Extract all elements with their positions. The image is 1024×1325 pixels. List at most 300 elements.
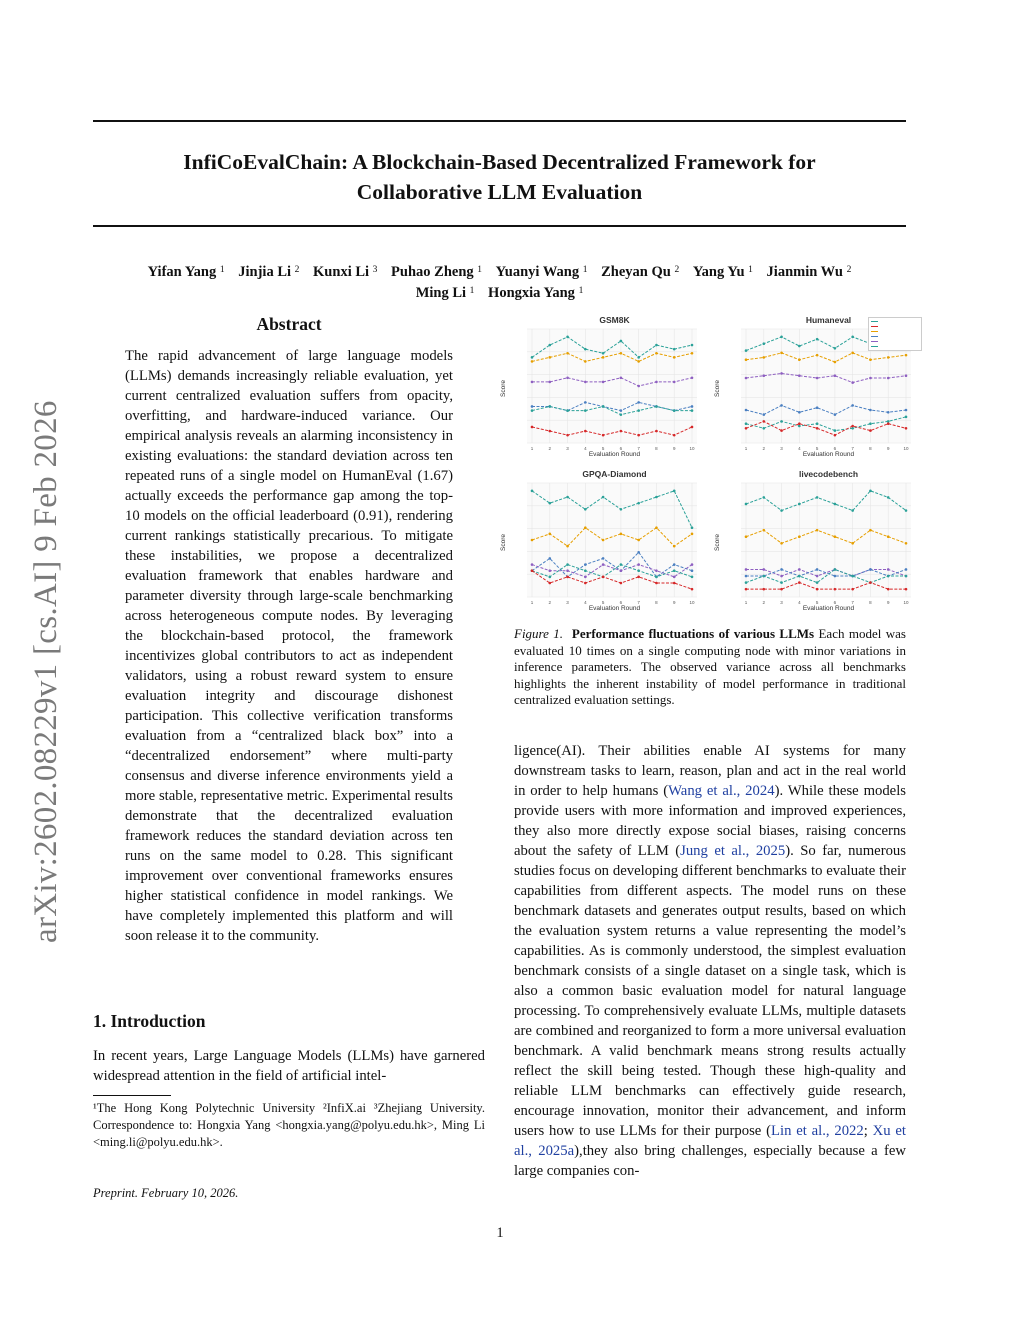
x-tick-label: 5 xyxy=(601,600,605,605)
data-point xyxy=(531,426,534,429)
data-point xyxy=(691,526,694,529)
data-point xyxy=(851,427,854,430)
data-point xyxy=(602,352,605,355)
abstract-heading: Abstract xyxy=(256,314,322,334)
x-tick-label: 7 xyxy=(851,600,854,605)
data-point xyxy=(762,420,765,423)
data-point xyxy=(673,356,676,359)
chart-panel-gsm8k xyxy=(497,315,702,460)
data-point xyxy=(745,535,748,538)
data-point xyxy=(548,356,551,359)
data-point xyxy=(851,542,854,545)
data-point xyxy=(655,405,658,408)
paper-title-text: InfiCoEvalChain: A Blockchain-Based Decentralized Framework for Collaborative LLM Evaluation xyxy=(183,150,816,204)
data-point xyxy=(745,422,748,425)
x-tick-label: 10 xyxy=(689,446,695,451)
x-tick-label: 5 xyxy=(815,600,819,605)
data-point xyxy=(655,526,658,529)
data-point xyxy=(798,358,801,361)
x-tick-label: 7 xyxy=(637,446,640,451)
data-point xyxy=(745,377,748,380)
data-point xyxy=(745,588,748,591)
arxiv-identifier: arXiv:2602.08229v1 [cs.AI] 9 Feb 2026 xyxy=(28,400,64,943)
data-point xyxy=(566,576,569,579)
x-tick-label: 2 xyxy=(548,446,552,451)
data-point xyxy=(887,420,890,423)
data-point xyxy=(637,360,640,363)
y-axis-label: Score xyxy=(713,534,721,551)
data-point xyxy=(548,576,551,579)
data-point xyxy=(548,533,551,536)
data-point xyxy=(691,352,694,355)
data-point xyxy=(548,557,551,560)
author: Puhao Zheng $^1$ xyxy=(391,264,483,280)
data-point xyxy=(531,490,534,493)
chart-svg xyxy=(497,315,702,460)
data-point xyxy=(602,557,605,560)
x-tick-label: 6 xyxy=(833,446,837,451)
x-tick-label: 10 xyxy=(689,600,695,605)
data-point xyxy=(566,563,569,566)
data-point xyxy=(762,374,765,377)
data-point xyxy=(780,352,783,355)
data-point xyxy=(566,352,569,355)
data-point xyxy=(780,509,783,512)
data-point xyxy=(798,411,801,414)
data-point xyxy=(851,425,854,428)
author: Jianmin Wu $^2$ xyxy=(766,264,852,280)
data-point xyxy=(620,409,623,412)
data-point xyxy=(602,434,605,437)
data-point xyxy=(655,576,658,579)
data-point xyxy=(745,581,748,584)
citation-link[interactable]: Xu et al., 2025a xyxy=(514,1123,906,1159)
data-point xyxy=(834,429,837,432)
title-bottom-rule xyxy=(93,225,906,227)
data-point xyxy=(637,434,640,437)
data-point xyxy=(780,575,783,578)
page-number: 1 xyxy=(496,1225,504,1241)
data-point xyxy=(780,568,783,571)
data-point xyxy=(905,568,908,571)
data-point xyxy=(834,413,837,416)
data-point xyxy=(745,568,748,571)
data-point xyxy=(584,569,587,572)
author: Ming Li $^1$ xyxy=(415,285,475,301)
data-point xyxy=(620,569,623,572)
legend-swatch xyxy=(871,344,919,349)
data-point xyxy=(602,563,605,566)
x-tick-label: 6 xyxy=(619,446,623,451)
data-point xyxy=(798,345,801,348)
data-point xyxy=(780,372,783,375)
data-point xyxy=(762,413,765,416)
intro-paragraph-left: In recent years, Large Language Models (LLMs) have garnered widespread attention in the field of artificial intel- xyxy=(93,1048,485,1084)
chart-svg xyxy=(711,469,916,614)
data-point xyxy=(887,377,890,380)
chart-title: GPQA-Diamond xyxy=(582,469,647,479)
data-point xyxy=(869,568,872,571)
data-point xyxy=(584,401,587,404)
data-point xyxy=(673,348,676,351)
data-point xyxy=(834,434,837,437)
data-point xyxy=(762,496,765,499)
data-point xyxy=(691,533,694,536)
data-point xyxy=(816,377,819,380)
footnote-rule xyxy=(93,1095,171,1096)
data-point xyxy=(602,496,605,499)
data-point xyxy=(816,496,819,499)
data-point xyxy=(584,360,587,363)
data-point xyxy=(798,535,801,538)
y-axis-label: Score xyxy=(713,380,721,397)
data-point xyxy=(548,381,551,384)
x-tick-label: 4 xyxy=(584,600,587,605)
data-point xyxy=(691,588,694,591)
x-tick-label: 1 xyxy=(744,446,748,451)
data-point xyxy=(834,568,837,571)
x-tick-label: 9 xyxy=(886,446,890,451)
data-point xyxy=(762,427,765,430)
data-point xyxy=(851,509,854,512)
citation-link[interactable]: Jung et al., 2025 xyxy=(680,843,786,859)
data-point xyxy=(834,588,837,591)
data-point xyxy=(905,416,908,419)
data-point xyxy=(798,503,801,506)
data-point xyxy=(745,358,748,361)
data-point xyxy=(869,581,872,584)
chart-title: Humaneval xyxy=(805,315,852,325)
data-point xyxy=(905,575,908,578)
chart-panel-livecodebench xyxy=(711,469,916,614)
data-point xyxy=(584,582,587,585)
data-point xyxy=(637,502,640,505)
x-axis-label: Evaluation Round xyxy=(588,451,641,458)
data-point xyxy=(655,430,658,433)
paper-title xyxy=(93,147,906,207)
data-point xyxy=(905,354,908,357)
data-point xyxy=(816,581,819,584)
data-point xyxy=(620,563,623,566)
x-axis-label: Evaluation Round xyxy=(802,451,855,458)
x-tick-label: 3 xyxy=(566,446,569,451)
data-point xyxy=(816,422,819,425)
x-tick-label: 8 xyxy=(655,446,658,451)
data-point xyxy=(851,336,854,339)
x-tick-label: 3 xyxy=(780,600,783,605)
data-point xyxy=(691,409,694,412)
data-point xyxy=(887,496,890,499)
data-point xyxy=(762,568,765,571)
data-point xyxy=(584,526,587,529)
author: Kunxi Li $^3$ xyxy=(313,264,378,280)
data-point xyxy=(762,588,765,591)
data-point xyxy=(869,429,872,432)
author: Yang Yu $^1$ xyxy=(692,264,753,280)
data-point xyxy=(531,405,534,408)
x-axis-label: Evaluation Round xyxy=(588,605,641,612)
x-tick-label: 4 xyxy=(798,446,801,451)
data-point xyxy=(851,352,854,355)
data-point xyxy=(637,563,640,566)
data-point xyxy=(673,490,676,493)
data-point xyxy=(834,374,837,377)
figure-1 xyxy=(497,315,917,615)
data-point xyxy=(691,377,694,380)
data-point xyxy=(531,539,534,542)
data-point xyxy=(780,404,783,407)
data-point xyxy=(655,569,658,572)
data-point xyxy=(655,582,658,585)
intro-paragraph-right: ligence(AI). Their abilities enable AI systems for many downstream tasks to learn, reason, plan and act in the real world in order to help humans (Wang et al., 2024). While these models provide users with more information and improved experiences, they also more directly expose social biases, raising concerns about the safety of LLM (Jung et al., 2025). So far, numerous studies focus on developing different benchmarks to evaluate their capabilities from different aspects. The model runs on these benchmark datasets and generates output results, based on which the evaluation system returns a value representing the model’s capabilities. As is commonly understood, the simplest evaluation benchmark consists of a single dataset on a single task, which is also a common basic evaluation model for natural language processing. To comprehensively evaluate LLMs, multiple datasets are combined and reorganized to form a more universal evaluation benchmark. A valid benchmark means strong results actually reflect the skill being tested. Though these high-quality and reliable LLM benchmarks can effectively guide research, encourage innovation, monitor their advancement, and inform users how to use LLMs for their purpose (Lin et al., 2022; Xu et al., 2025a),they also bring challenges, especially because a few large companies con- xyxy=(514,743,906,1179)
x-tick-label: 10 xyxy=(903,600,909,605)
x-tick-label: 8 xyxy=(869,600,872,605)
x-tick-label: 7 xyxy=(637,600,640,605)
caption-label: Figure 1. xyxy=(514,626,564,641)
data-point xyxy=(887,575,890,578)
data-point xyxy=(673,381,676,384)
data-point xyxy=(620,508,623,511)
data-point xyxy=(762,575,765,578)
data-point xyxy=(637,569,640,572)
x-tick-label: 1 xyxy=(744,600,748,605)
plot-area xyxy=(527,329,697,443)
data-point xyxy=(620,340,623,343)
data-point xyxy=(816,575,819,578)
x-tick-label: 9 xyxy=(672,446,676,451)
data-point xyxy=(780,542,783,545)
x-tick-label: 8 xyxy=(869,446,872,451)
data-point xyxy=(548,430,551,433)
data-point xyxy=(637,576,640,579)
x-tick-label: 6 xyxy=(833,600,837,605)
data-point xyxy=(620,582,623,585)
data-point xyxy=(745,409,748,412)
x-tick-label: 9 xyxy=(672,600,676,605)
x-tick-label: 1 xyxy=(530,446,534,451)
data-point xyxy=(602,539,605,542)
data-point xyxy=(584,381,587,384)
x-tick-label: 1 xyxy=(530,600,534,605)
data-point xyxy=(673,576,676,579)
x-tick-label: 5 xyxy=(815,446,819,451)
data-point xyxy=(816,354,819,357)
data-point xyxy=(655,352,658,355)
data-point xyxy=(531,381,534,384)
data-point xyxy=(780,588,783,591)
data-point xyxy=(531,360,534,363)
data-point xyxy=(816,568,819,571)
data-point xyxy=(798,568,801,571)
data-point xyxy=(548,569,551,572)
data-point xyxy=(780,429,783,432)
data-point xyxy=(637,539,640,542)
data-point xyxy=(584,348,587,351)
data-point xyxy=(691,344,694,347)
data-point xyxy=(531,563,534,566)
data-point xyxy=(905,509,908,512)
x-tick-label: 3 xyxy=(566,600,569,605)
data-point xyxy=(762,342,765,345)
x-tick-label: 5 xyxy=(601,446,605,451)
data-point xyxy=(637,409,640,412)
x-tick-label: 4 xyxy=(584,446,587,451)
data-point xyxy=(602,381,605,384)
data-point xyxy=(691,563,694,566)
data-point xyxy=(637,551,640,554)
plot-area xyxy=(741,483,911,597)
x-tick-label: 6 xyxy=(619,600,623,605)
data-point xyxy=(548,582,551,585)
data-point xyxy=(584,430,587,433)
data-point xyxy=(798,374,801,377)
data-point xyxy=(851,588,854,591)
citation-link[interactable]: Lin et al., 2022 xyxy=(771,1123,864,1139)
data-point xyxy=(637,356,640,359)
data-point xyxy=(798,575,801,578)
data-point xyxy=(816,588,819,591)
data-point xyxy=(780,420,783,423)
x-axis-label: Evaluation Round xyxy=(802,605,855,612)
data-point xyxy=(691,569,694,572)
data-point xyxy=(673,409,676,412)
data-point xyxy=(887,535,890,538)
data-point xyxy=(637,385,640,388)
data-point xyxy=(905,427,908,430)
data-point xyxy=(887,411,890,414)
data-point xyxy=(834,503,837,506)
data-point xyxy=(655,381,658,384)
figure-caption xyxy=(514,626,906,709)
data-point xyxy=(655,496,658,499)
data-point xyxy=(816,338,819,341)
data-point xyxy=(834,535,837,538)
data-point xyxy=(602,405,605,408)
data-point xyxy=(851,404,854,407)
data-point xyxy=(745,503,748,506)
chart-title: GSM8K xyxy=(599,315,630,325)
x-tick-label: 8 xyxy=(655,600,658,605)
data-point xyxy=(620,430,623,433)
data-point xyxy=(780,581,783,584)
data-point xyxy=(548,502,551,505)
y-axis-label: Score xyxy=(499,534,507,551)
data-point xyxy=(887,356,890,359)
data-point xyxy=(566,336,569,339)
data-point xyxy=(584,508,587,511)
data-point xyxy=(851,575,854,578)
data-point xyxy=(798,425,801,428)
data-point xyxy=(673,582,676,585)
chart-svg xyxy=(497,469,702,614)
x-tick-label: 4 xyxy=(798,600,801,605)
data-point xyxy=(887,422,890,425)
x-tick-label: 10 xyxy=(903,446,909,451)
x-tick-label: 3 xyxy=(780,446,783,451)
data-point xyxy=(905,409,908,412)
section-heading: 1. Introduction xyxy=(93,1011,206,1031)
data-point xyxy=(816,406,819,409)
x-tick-label: 9 xyxy=(886,600,890,605)
data-point xyxy=(869,377,872,380)
chart-panel-humaneval xyxy=(711,315,916,460)
data-point xyxy=(566,496,569,499)
author: Yuanyi Wang $^1$ xyxy=(495,264,588,280)
data-point xyxy=(620,533,623,536)
data-point xyxy=(691,405,694,408)
data-point xyxy=(531,356,534,359)
data-point xyxy=(531,409,534,412)
author-list xyxy=(93,262,906,304)
data-point xyxy=(584,563,587,566)
data-point xyxy=(602,576,605,579)
data-point xyxy=(602,356,605,359)
caption-text: Each model was evaluated 10 times on a single computing node with minor variations in inference parameters. The observed variance across all benchmarks highlights the inherent instability of model performance in traditional centralized evaluation settings. xyxy=(514,626,906,707)
data-point xyxy=(673,569,676,572)
data-point xyxy=(673,434,676,437)
data-point xyxy=(566,409,569,412)
data-point xyxy=(869,422,872,425)
data-point xyxy=(834,347,837,350)
data-point xyxy=(745,349,748,352)
citation-link[interactable]: Wang et al., 2024 xyxy=(668,783,775,799)
data-point xyxy=(673,563,676,566)
y-axis-label: Score xyxy=(499,380,507,397)
title-top-rule xyxy=(93,120,906,122)
footnote: ¹The Hong Kong Polytechnic University ²InfiX.ai ³Zhejiang University. Correspondence to: Hongxia Yang <hongxia.yang@polyu.edu.hk>, Ming Li <ming.li@polyu.edu.hk>. xyxy=(93,1101,485,1149)
chart-panel-gpqa-diamond xyxy=(497,469,702,614)
data-point xyxy=(816,427,819,430)
data-point xyxy=(851,381,854,384)
data-point xyxy=(691,576,694,579)
data-point xyxy=(691,426,694,429)
data-point xyxy=(834,575,837,578)
data-point xyxy=(566,545,569,548)
data-point xyxy=(762,356,765,359)
data-point xyxy=(620,352,623,355)
data-point xyxy=(887,568,890,571)
data-point xyxy=(762,529,765,532)
data-point xyxy=(798,422,801,425)
data-point xyxy=(620,377,623,380)
data-point xyxy=(531,569,534,572)
x-tick-label: 7 xyxy=(851,446,854,451)
data-point xyxy=(745,575,748,578)
data-point xyxy=(673,545,676,548)
data-point xyxy=(887,588,890,591)
author: Hongxia Yang $^1$ xyxy=(488,285,584,301)
data-point xyxy=(566,569,569,572)
data-point xyxy=(584,409,587,412)
x-tick-label: 2 xyxy=(548,600,552,605)
data-point xyxy=(816,529,819,532)
chart-title: livecodebench xyxy=(798,469,859,479)
data-point xyxy=(905,542,908,545)
data-point xyxy=(798,581,801,584)
abstract-text: The rapid advancement of large language models (LLMs) demands increasingly reliable evaluation, yet current centralized evaluation suffers from opacity, overfitting, and hardware-induced variance. Our empirical analysis reveals an alarming inconsistency in existing evaluations: the standard deviation across ten repeated runs of a single model on HumanEval (1.67) actually exceeds the performance gap among the top-10 models on the official leaderboard (0.91), rendering current rankings statistically precarious. To mitigate these instabilities, we propose a decentralized evaluation framework that enables hardware and parameter diversity through large-scale benchmarking across heterogeneous compute nodes. By leveraging the blockchain-based protocol, the framework incentivizes global contributors to act as independent validators, using a robust reward system to ensure evaluation integrity and discourage dishonest participation. This collective verification transforms evaluation from a “centralized black box” into a “decentralized endorsement” where multi-party consensus and diverse inference environments yield a more stable, representative metric. Experimental results demonstrate that the decentralized evaluation framework reduces the standard deviation across ten runs on the same model to 0.28. This significant improvement over conventional frameworks ensures higher statistical confidence in model rankings. We have completely implemented this platform and will soon release it to the community. xyxy=(125,348,453,944)
data-point xyxy=(869,409,872,412)
data-point xyxy=(566,377,569,380)
data-point xyxy=(869,358,872,361)
data-point xyxy=(905,374,908,377)
data-point xyxy=(637,401,640,404)
caption-bold: Performance fluctuations of various LLMs xyxy=(571,626,815,641)
preprint-note: Preprint. February 10, 2026. xyxy=(93,1186,239,1200)
data-point xyxy=(869,490,872,493)
data-point xyxy=(745,427,748,430)
data-point xyxy=(780,336,783,339)
data-point xyxy=(584,576,587,579)
